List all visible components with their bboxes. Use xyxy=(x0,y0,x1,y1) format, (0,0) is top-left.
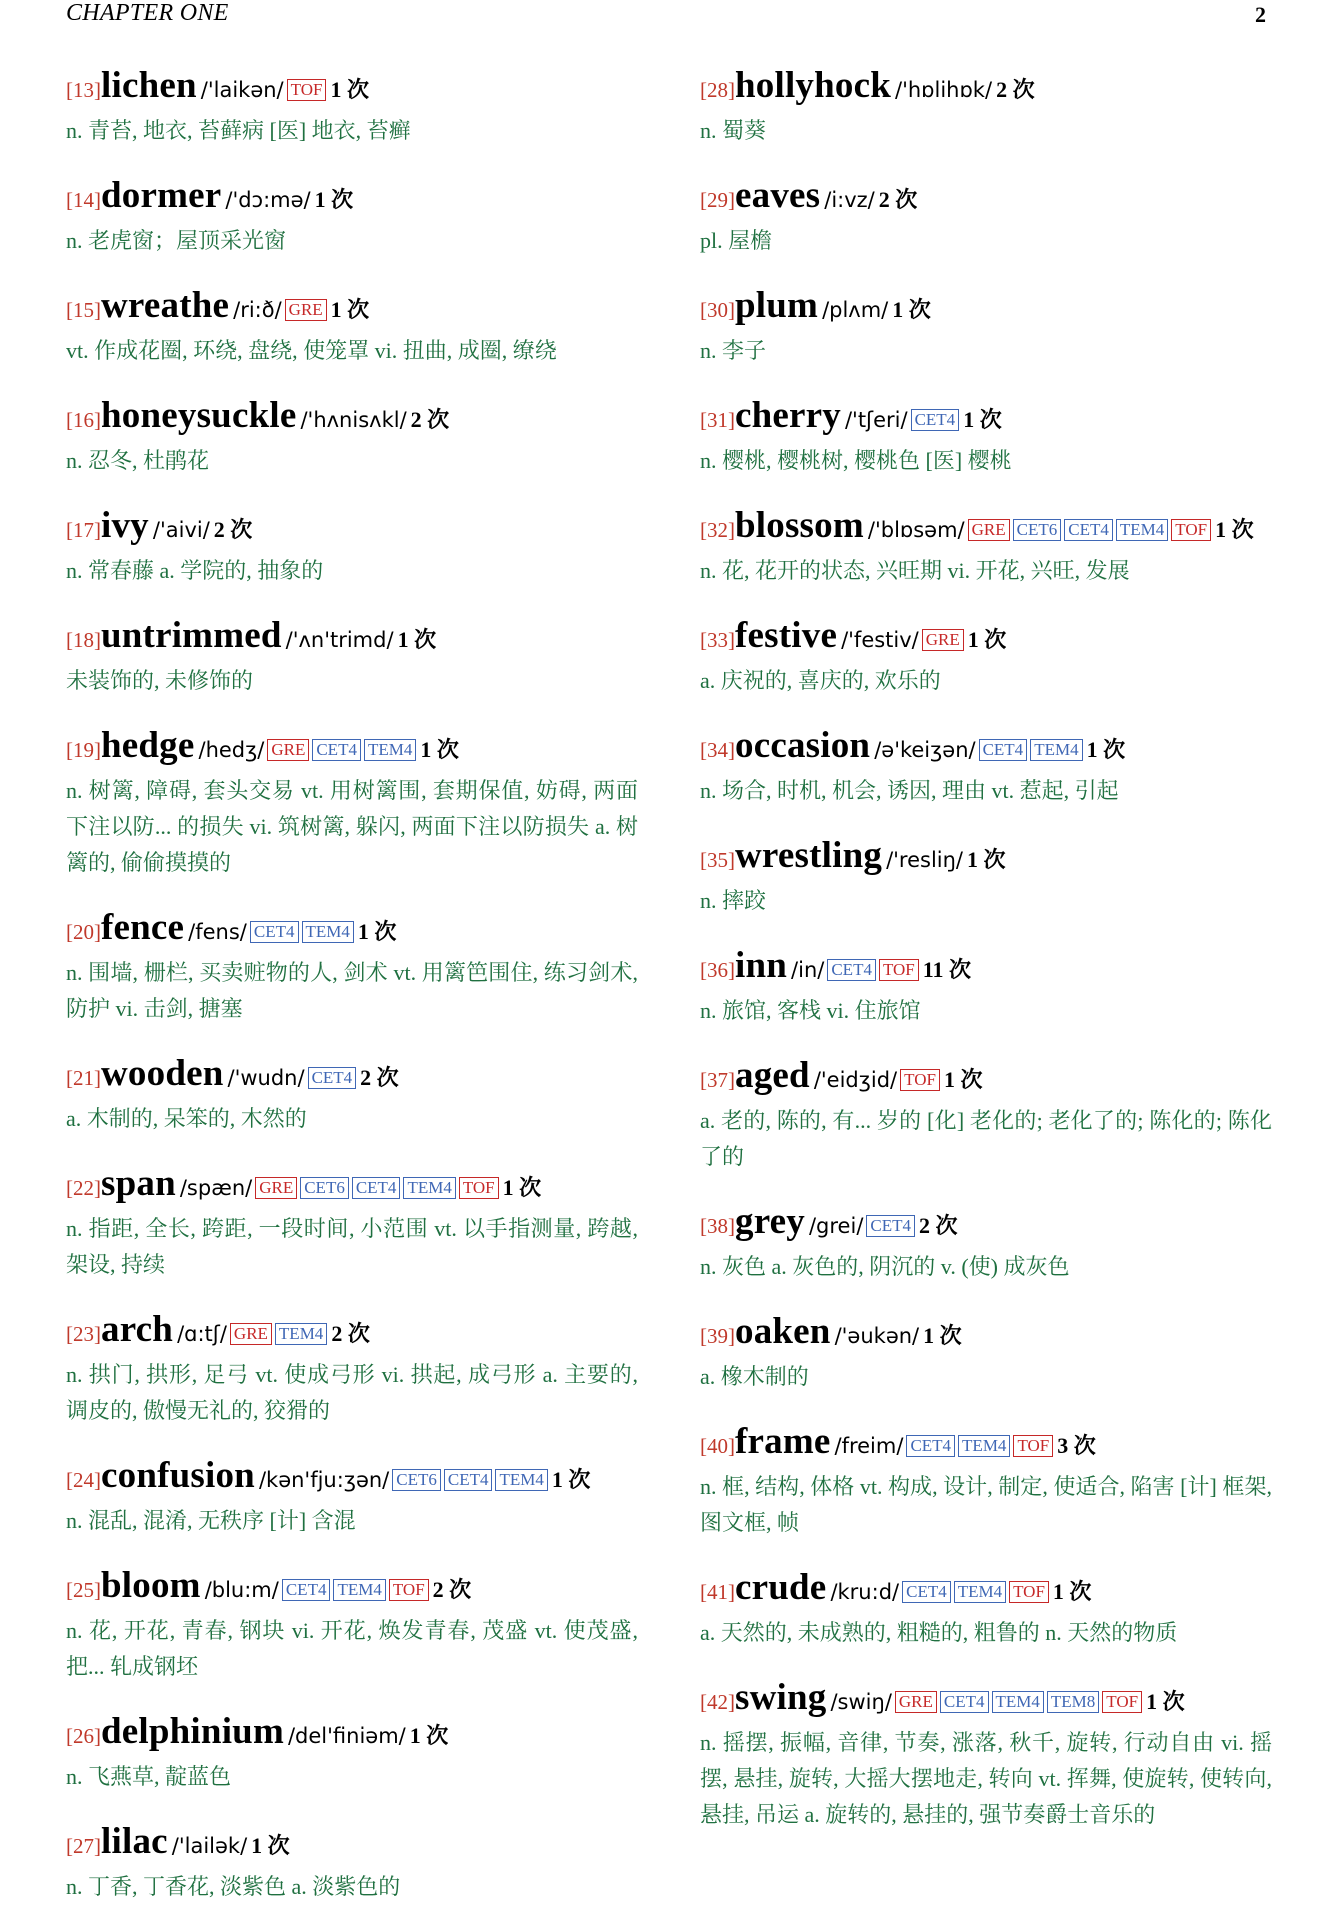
frequency-count: 1 次 xyxy=(1086,737,1126,762)
vocab-entry xyxy=(700,286,1272,369)
exam-tag-tem4: TEM4 xyxy=(403,1177,455,1199)
phonetic: /kru:d/ xyxy=(830,1580,900,1604)
entry-index: [24] xyxy=(66,1468,101,1492)
definition: n. 丁香, 丁香花, 淡紫色 a. 淡紫色的 xyxy=(66,1874,401,1899)
phonetic: /spæn/ xyxy=(179,1176,253,1200)
entry-headline xyxy=(700,506,1272,553)
entry-headline xyxy=(66,396,638,443)
headword: wooden xyxy=(101,1053,224,1094)
headword: lichen xyxy=(101,65,197,106)
phonetic: /'tʃeri/ xyxy=(844,408,908,432)
definition: n. 框, 结构, 体格 vt. 构成, 设计, 制定, 使适合, 陷害 [计] 框架, 图文框, 帧 xyxy=(700,1474,1272,1535)
phonetic: /ɑ:tʃ/ xyxy=(177,1322,227,1346)
entry-index: [15] xyxy=(66,298,101,322)
frequency-count: 1 次 xyxy=(502,1175,542,1200)
phonetic: /'blɒsəm/ xyxy=(867,518,965,542)
headword: blossom xyxy=(735,505,864,546)
vocab-entry xyxy=(700,66,1272,149)
phonetic: /del'finiəm/ xyxy=(287,1724,406,1748)
exam-tag-cet4: CET4 xyxy=(827,959,876,981)
headword: inn xyxy=(735,945,788,986)
exam-tag-cet4: CET4 xyxy=(902,1581,951,1603)
entry-headline xyxy=(66,1566,638,1613)
definition: n. 花, 开花, 青春, 钢块 vi. 开花, 焕发青春, 茂盛 vt. 使茂盛, 把... 轧成钢坯 xyxy=(66,1618,638,1679)
vocab-entry xyxy=(66,66,638,149)
entry-index: [16] xyxy=(66,408,101,432)
definition: pl. 屋檐 xyxy=(700,228,773,253)
phonetic: /'hʌnisʌkl/ xyxy=(300,408,407,432)
exam-tag-tem4: TEM4 xyxy=(495,1469,547,1491)
entry-index: [37] xyxy=(700,1068,735,1092)
frequency-count: 1 次 xyxy=(330,77,369,102)
frequency-count: 2 次 xyxy=(996,77,1035,102)
frequency-count: 1 次 xyxy=(420,737,459,762)
headword: occasion xyxy=(735,725,871,766)
phonetic: /plʌm/ xyxy=(822,298,889,322)
entry-index: [27] xyxy=(66,1834,101,1858)
exam-tag-cet4: CET4 xyxy=(308,1067,357,1089)
exam-tag-cet4: CET4 xyxy=(282,1579,331,1601)
frequency-count: 1 次 xyxy=(943,1067,983,1092)
headword: crude xyxy=(735,1567,827,1608)
entry-headline xyxy=(66,726,638,773)
entry-headline xyxy=(66,286,638,333)
headword: frame xyxy=(735,1421,831,1462)
vocab-entry xyxy=(700,176,1272,259)
definition: a. 木制的, 呆笨的, 木然的 xyxy=(66,1106,307,1131)
phonetic: /'eidʒid/ xyxy=(813,1068,898,1092)
definition: n. 蜀葵 xyxy=(700,118,767,143)
headword: fence xyxy=(101,907,185,948)
definition: 未装饰的, 未修饰的 xyxy=(66,668,254,693)
entry-headline xyxy=(700,1678,1272,1725)
phonetic: /swiŋ/ xyxy=(830,1690,892,1714)
exam-tag-cet4: CET4 xyxy=(911,409,960,431)
phonetic: /'laikən/ xyxy=(200,78,284,102)
headword: eaves xyxy=(735,175,821,216)
frequency-count: 11 次 xyxy=(922,957,972,982)
entry-index: [26] xyxy=(66,1724,101,1748)
definition: n. 围墙, 栅栏, 买卖赃物的人, 剑术 vt. 用篱笆围住, 练习剑术, 防护 vi. 击剑, 搪塞 xyxy=(66,960,638,1021)
frequency-count: 1 次 xyxy=(892,297,931,322)
entry-headline xyxy=(66,506,638,553)
exam-tag-gre: GRE xyxy=(255,1177,297,1199)
frequency-count: 1 次 xyxy=(551,1467,591,1492)
vocab-entry xyxy=(66,616,638,699)
frequency-count: 1 次 xyxy=(923,1323,962,1348)
entry-headline xyxy=(700,726,1272,773)
exam-tag-gre: GRE xyxy=(895,1691,937,1713)
phonetic: /'hɒlihɒk/ xyxy=(895,78,993,102)
vocab-entry xyxy=(66,726,638,881)
vocab-entry xyxy=(700,836,1272,919)
entry-index: [32] xyxy=(700,518,735,542)
headword: untrimmed xyxy=(101,615,282,656)
exam-tag-cet4: CET4 xyxy=(1064,519,1113,541)
entry-headline xyxy=(700,1312,1272,1359)
exam-tag-tof: TOF xyxy=(287,79,327,101)
entry-headline xyxy=(700,66,1272,113)
entry-index: [33] xyxy=(700,628,735,652)
frequency-count: 1 次 xyxy=(1215,517,1254,542)
vocab-entry xyxy=(66,908,638,1027)
headword: aged xyxy=(735,1055,810,1096)
headword: cherry xyxy=(735,395,841,436)
exam-tag-gre: GRE xyxy=(968,519,1010,541)
exam-tag-tem4: TEM4 xyxy=(958,1435,1010,1457)
definition: n. 李子 xyxy=(700,338,767,363)
entry-headline xyxy=(700,1568,1272,1615)
definition: n. 场合, 时机, 机会, 诱因, 理由 vt. 惹起, 引起 xyxy=(700,778,1119,803)
vocab-entry xyxy=(700,616,1272,699)
phonetic: /blu:m/ xyxy=(204,1578,279,1602)
headword: ivy xyxy=(101,505,149,546)
exam-tag-tem4: TEM4 xyxy=(1116,519,1168,541)
phonetic: /fens/ xyxy=(188,920,247,944)
right-column xyxy=(700,66,1272,1860)
definition: n. 忍冬, 杜鹃花 xyxy=(66,448,210,473)
definition: n. 飞燕草, 靛蓝色 xyxy=(66,1764,232,1789)
frequency-count: 3 次 xyxy=(1057,1433,1096,1458)
phonetic: /i:vz/ xyxy=(824,188,875,212)
headword: oaken xyxy=(735,1311,831,1352)
exam-tag-gre: GRE xyxy=(230,1323,272,1345)
phonetic: /'wudn/ xyxy=(227,1066,305,1090)
entry-index: [22] xyxy=(66,1176,101,1200)
vocab-entry xyxy=(66,506,638,589)
headword: arch xyxy=(101,1309,174,1350)
frequency-count: 1 次 xyxy=(314,187,354,212)
vocab-entry xyxy=(66,1310,638,1429)
exam-tag-gre: GRE xyxy=(922,629,964,651)
entry-headline xyxy=(66,1456,638,1503)
headword: delphinium xyxy=(101,1711,284,1752)
frequency-count: 2 次 xyxy=(360,1065,399,1090)
definition: n. 灰色 a. 灰色的, 阴沉的 v. (使) 成灰色 xyxy=(700,1254,1070,1279)
phonetic: /'əukən/ xyxy=(834,1324,920,1348)
entry-index: [36] xyxy=(700,958,735,982)
vocab-entry xyxy=(66,396,638,479)
entry-headline xyxy=(66,1310,638,1357)
vocab-entry xyxy=(66,1456,638,1539)
headword: festive xyxy=(735,615,838,656)
phonetic: /kən'fju:ʒən/ xyxy=(258,1468,390,1492)
exam-tag-cet4: CET4 xyxy=(444,1469,493,1491)
entry-index: [40] xyxy=(700,1434,735,1458)
entry-index: [28] xyxy=(700,78,735,102)
entry-headline xyxy=(66,616,638,663)
entry-headline xyxy=(700,1202,1272,1249)
exam-tag-tof: TOF xyxy=(900,1069,940,1091)
entry-index: [38] xyxy=(700,1214,735,1238)
frequency-count: 1 次 xyxy=(1146,1689,1185,1714)
headword: wreathe xyxy=(101,285,230,326)
vocab-entry xyxy=(700,946,1272,1029)
vocab-entry xyxy=(66,1566,638,1685)
frequency-count: 1 次 xyxy=(967,847,1006,872)
entry-index: [17] xyxy=(66,518,101,542)
exam-tag-tof: TOF xyxy=(1009,1581,1049,1603)
frequency-count: 1 次 xyxy=(963,407,1002,432)
exam-tag-cet4: CET4 xyxy=(940,1691,989,1713)
headword: span xyxy=(101,1163,176,1204)
exam-tag-gre: GRE xyxy=(285,299,327,321)
definition: n. 指距, 全长, 跨距, 一段时间, 小范围 vt. 以手指测量, 跨越, 架设, 持续 xyxy=(66,1216,638,1277)
entry-index: [13] xyxy=(66,78,101,102)
phonetic: /'aivi/ xyxy=(152,518,210,542)
phonetic: /in/ xyxy=(791,958,825,982)
headword: grey xyxy=(735,1201,805,1242)
exam-tag-tem4: TEM4 xyxy=(1030,739,1082,761)
entry-headline xyxy=(700,176,1272,223)
vocab-entry xyxy=(700,1056,1272,1175)
entry-index: [30] xyxy=(700,298,735,322)
frequency-count: 2 次 xyxy=(432,1577,472,1602)
vocab-entry xyxy=(66,1712,638,1795)
phonetic: /ə'keiʒən/ xyxy=(874,738,976,762)
definition: n. 旅馆, 客栈 vi. 住旅馆 xyxy=(700,998,921,1023)
entry-index: [41] xyxy=(700,1580,735,1604)
vocab-entry xyxy=(66,1164,638,1283)
phonetic: /'ʌn'trimd/ xyxy=(285,628,394,652)
exam-tag-tof: TOF xyxy=(389,1579,429,1601)
definition: n. 樱桃, 樱桃树, 樱桃色 [医] 樱桃 xyxy=(700,448,1012,473)
entry-index: [14] xyxy=(66,188,101,212)
headword: bloom xyxy=(101,1565,201,1606)
frequency-count: 2 次 xyxy=(878,187,918,212)
definition: n. 拱门, 拱形, 足弓 vt. 使成弓形 vi. 拱起, 成弓形 a. 主要的, 调皮的, 傲慢无礼的, 狡猾的 xyxy=(66,1362,638,1423)
exam-tag-tem4: TEM4 xyxy=(275,1323,327,1345)
frequency-count: 2 次 xyxy=(410,407,450,432)
entry-headline xyxy=(700,616,1272,663)
entry-headline xyxy=(66,908,638,955)
definition: a. 老的, 陈的, 有... 岁的 [化] 老化的; 老化了的; 陈化的; 陈化了的 xyxy=(700,1108,1272,1169)
entry-headline xyxy=(66,1822,638,1869)
exam-tag-tem4: TEM4 xyxy=(333,1579,385,1601)
exam-tag-tem4: TEM4 xyxy=(954,1581,1006,1603)
frequency-count: 2 次 xyxy=(213,517,253,542)
entry-index: [25] xyxy=(66,1578,101,1602)
entry-headline xyxy=(700,1056,1272,1103)
definition: n. 混乱, 混淆, 无秩序 [计] 含混 xyxy=(66,1508,356,1533)
definition: n. 青苔, 地衣, 苔藓病 [医] 地衣, 苔癣 xyxy=(66,118,411,143)
exam-tag-tem4: TEM4 xyxy=(364,739,416,761)
frequency-count: 1 次 xyxy=(397,627,437,652)
vocab-entry xyxy=(700,1312,1272,1395)
entry-headline xyxy=(66,66,638,113)
headword: confusion xyxy=(101,1455,255,1496)
frequency-count: 1 次 xyxy=(409,1723,449,1748)
entry-headline xyxy=(700,946,1272,993)
exam-tag-cet4: CET4 xyxy=(906,1435,955,1457)
phonetic: /'lailək/ xyxy=(171,1834,248,1858)
vocab-entry xyxy=(66,1822,638,1905)
running-head: CHAPTER ONE xyxy=(66,0,229,26)
phonetic: /hedʒ/ xyxy=(198,738,265,762)
page-number: 2 xyxy=(1255,2,1266,27)
frequency-count: 1 次 xyxy=(1052,1579,1092,1604)
entry-index: [29] xyxy=(700,188,735,212)
entry-index: [21] xyxy=(66,1066,101,1090)
entry-index: [35] xyxy=(700,848,735,872)
entry-headline xyxy=(700,396,1272,443)
entry-index: [34] xyxy=(700,738,735,762)
exam-tag-gre: GRE xyxy=(267,739,309,761)
definition: n. 树篱, 障碍, 套头交易 vt. 用树篱围, 套期保值, 妨碍, 两面下注以防... 的损失 vi. 筑树篱, 躲闪, 两面下注以防损失 a. 树篱的, 偷偷摸摸的 xyxy=(66,778,638,875)
headword: honeysuckle xyxy=(101,395,297,436)
definition: n. 摇摆, 振幅, 音律, 节奏, 涨落, 秋千, 旋转, 行动自由 vi. 摇摆, 悬挂, 旋转, 大摇大摆地走, 转向 vt. 挥舞, 使旋转, 使转向, 悬挂, 吊运 a. 旋转的, 悬挂的, 强节奏爵士音乐的 xyxy=(700,1730,1272,1827)
phonetic: /ri:ð/ xyxy=(233,298,282,322)
vocab-entry xyxy=(700,1422,1272,1541)
vocab-entry xyxy=(66,286,638,369)
entry-headline xyxy=(66,1054,638,1101)
exam-tag-cet6: CET6 xyxy=(1013,519,1062,541)
vocab-entry xyxy=(66,1054,638,1137)
definition: vt. 作成花圈, 环绕, 盘绕, 使笼罩 vi. 扭曲, 成圈, 缭绕 xyxy=(66,338,557,363)
exam-tag-cet6: CET6 xyxy=(300,1177,349,1199)
definition: n. 常春藤 a. 学院的, 抽象的 xyxy=(66,558,324,583)
vocab-entry xyxy=(700,396,1272,479)
headword: dormer xyxy=(101,175,222,216)
entry-index: [42] xyxy=(700,1690,735,1714)
entry-headline xyxy=(700,286,1272,333)
frequency-count: 1 次 xyxy=(251,1833,290,1858)
frequency-count: 1 次 xyxy=(357,919,397,944)
headword: hedge xyxy=(101,725,195,766)
entry-index: [20] xyxy=(66,920,101,944)
definition: n. 花, 花开的状态, 兴旺期 vi. 开花, 兴旺, 发展 xyxy=(700,558,1130,583)
headword: lilac xyxy=(101,1821,168,1862)
headword: swing xyxy=(735,1677,827,1718)
exam-tag-tof: TOF xyxy=(879,959,919,981)
phonetic: /'dɔ:mə/ xyxy=(225,188,311,212)
exam-tag-tof: TOF xyxy=(1013,1435,1053,1457)
exam-tag-tof: TOF xyxy=(1102,1691,1142,1713)
entry-headline xyxy=(66,1712,638,1759)
definition: a. 橡木制的 xyxy=(700,1364,809,1389)
exam-tag-cet4: CET4 xyxy=(352,1177,401,1199)
entry-index: [39] xyxy=(700,1324,735,1348)
vocab-entry xyxy=(66,176,638,259)
vocab-entry xyxy=(700,1678,1272,1833)
headword: plum xyxy=(735,285,819,326)
vocab-entry xyxy=(700,1568,1272,1651)
phonetic: /'resliŋ/ xyxy=(886,848,963,872)
definition: n. 老虎窗；屋顶采光窗 xyxy=(66,228,287,253)
frequency-count: 1 次 xyxy=(330,297,370,322)
entry-headline xyxy=(66,1164,638,1211)
entry-index: [18] xyxy=(66,628,101,652)
phonetic: /freim/ xyxy=(834,1434,904,1458)
exam-tag-cet6: CET6 xyxy=(392,1469,441,1491)
vocab-entry xyxy=(700,1202,1272,1285)
headword: hollyhock xyxy=(735,65,892,106)
definition: n. 摔跤 xyxy=(700,888,767,913)
exam-tag-tem4: TEM4 xyxy=(302,921,354,943)
exam-tag-tem4: TEM4 xyxy=(992,1691,1044,1713)
frequency-count: 2 次 xyxy=(331,1321,370,1346)
exam-tag-cet4: CET4 xyxy=(250,921,299,943)
exam-tag-cet4: CET4 xyxy=(866,1215,915,1237)
vocab-entry xyxy=(700,506,1272,589)
headword: wrestling xyxy=(735,835,883,876)
entry-index: [19] xyxy=(66,738,101,762)
exam-tag-tof: TOF xyxy=(1171,519,1211,541)
phonetic: /grei/ xyxy=(808,1214,864,1238)
definition: a. 庆祝的, 喜庆的, 欢乐的 xyxy=(700,668,941,693)
entry-headline xyxy=(700,1422,1272,1469)
vocab-entry xyxy=(700,726,1272,809)
exam-tag-tem8: TEM8 xyxy=(1047,1691,1099,1713)
entry-index: [31] xyxy=(700,408,735,432)
entry-headline xyxy=(66,176,638,223)
entry-headline xyxy=(700,836,1272,883)
entry-index: [23] xyxy=(66,1322,101,1346)
definition: a. 天然的, 未成熟的, 粗糙的, 粗鲁的 n. 天然的物质 xyxy=(700,1620,1178,1645)
frequency-count: 1 次 xyxy=(967,627,1007,652)
left-column xyxy=(66,66,638,1932)
frequency-count: 2 次 xyxy=(919,1213,958,1238)
exam-tag-tof: TOF xyxy=(459,1177,499,1199)
exam-tag-cet4: CET4 xyxy=(312,739,361,761)
phonetic: /'festiv/ xyxy=(841,628,919,652)
exam-tag-cet4: CET4 xyxy=(979,739,1028,761)
